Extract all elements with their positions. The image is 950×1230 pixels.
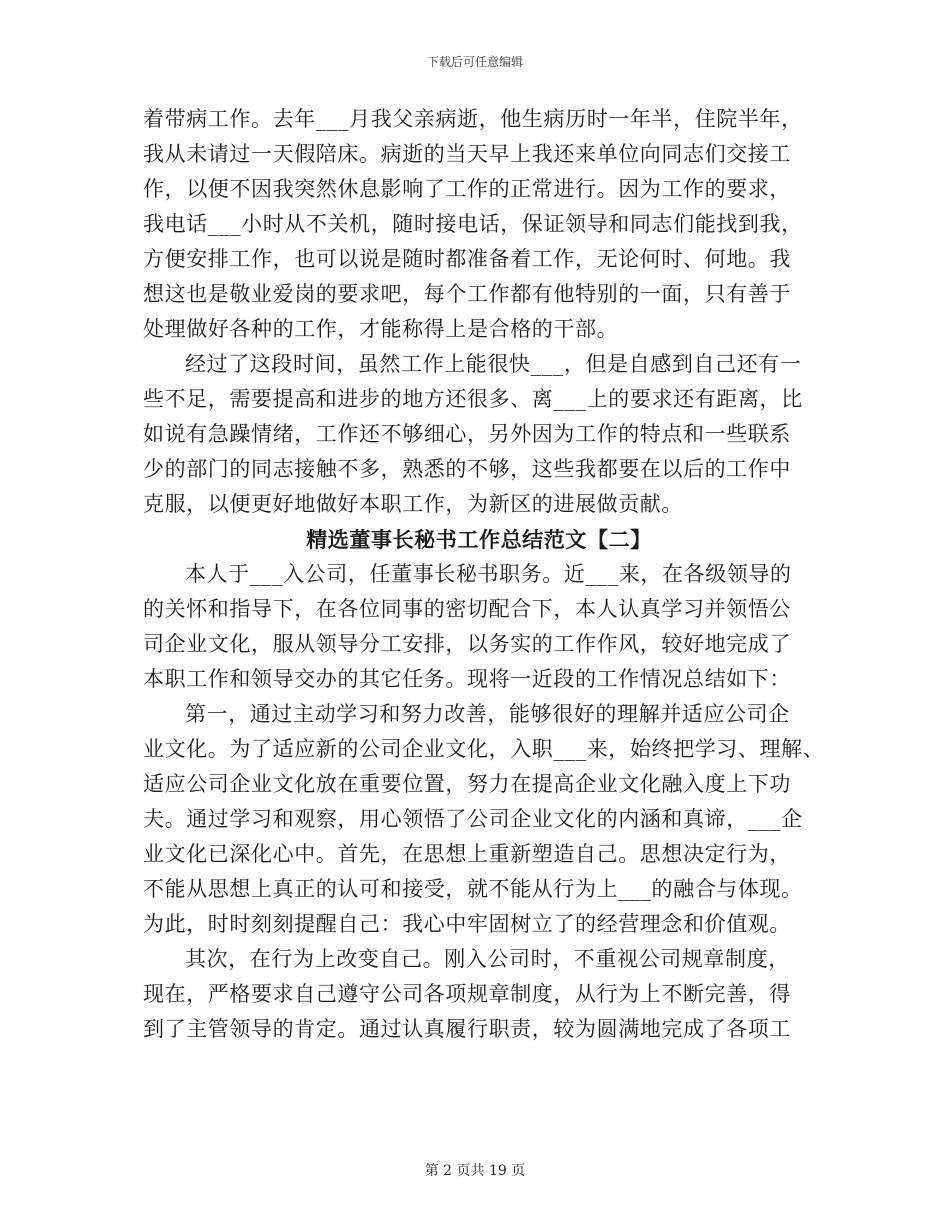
paragraph-start-line: 其次，在行为上改变自己。刚入公司时，不重视公司规章制度，: [185, 947, 790, 971]
body-line: 克服，以便更好地做好本职工作，为新区的进展做贡献。: [143, 492, 683, 516]
body-line: 司企业文化，服从领导分工安排，以务实的工作作风，较好地完成了: [143, 632, 791, 656]
page-header: 下载后可任意编辑: [426, 55, 523, 69]
body-line: 业文化已深化心中。首先，在思想上重新塑造自己。思想决定行为，: [143, 842, 791, 866]
body-line: 作，以便不因我突然休息影响了工作的正常进行。因为工作的要求，: [143, 177, 791, 201]
paragraph-start-line: 第一，通过主动学习和努力改善，能够很好的理解并适应公司企: [185, 702, 790, 726]
body-line: 的关怀和指导下，在各位同事的密切配合下，本人认真学习并领悟公: [143, 597, 791, 621]
body-line: 我从未请过一天假陪床。病逝的当天早上我还来单位向同志们交接工: [143, 142, 791, 166]
body-line: 如说有急躁情绪，工作还不够细心，另外因为工作的特点和一些联系: [143, 422, 791, 446]
body-line: 为此，时时刻刻提醒自己：我心中牢固树立了的经营理念和价值观。: [143, 912, 791, 936]
body-line: 我电话___小时从不关机，随时接电话，保证领导和同志们能找到我，: [143, 212, 803, 236]
body-line: 不能从思想上真正的认可和接受，就不能从行为上___的融合与体现。: [143, 877, 803, 901]
body-line: 到了主管领导的肯定。通过认真履行职责，较为圆满地完成了各项工: [143, 1017, 791, 1041]
paragraph-start-line: 本人于___入公司，任董事长秘书职务。近___来，在各级领导的: [185, 562, 792, 586]
body-line: 业文化。为了适应新的公司企业文化，入职___来，始终把学习、理解、: [143, 737, 825, 761]
document-body: [143, 102, 825, 1047]
body-line: 方便安排工作，也可以说是随时都准备着工作，无论何时、何地。我: [143, 247, 791, 271]
body-line: 适应公司企业文化放在重要位置，努力在提高企业文化融入度上下功: [143, 772, 791, 796]
body-line: 些不足，需要提高和进步的地方还很多、离___上的要求还有距离，比: [143, 387, 803, 411]
body-line: 处理做好各种的工作，才能称得上是合格的干部。: [143, 317, 619, 341]
body-line: 本职工作和领导交办的其它任务。现将一近段的工作情况总结如下：: [143, 667, 791, 691]
body-line: 夫。通过学习和观察，用心领悟了公司企业文化的内涵和真谛，___企: [143, 807, 803, 831]
body-line: 想这也是敬业爱岗的要求吧，每个工作都有他特别的一面，只有善于: [143, 282, 791, 306]
body-line: 少的部门的同志接触不多，熟悉的不够，这些我都要在以后的工作中: [143, 457, 791, 481]
page-number-footer: 第 2 页共 19 页: [424, 1163, 526, 1179]
body-line: 现在，严格要求自己遵守公司各项规章制度，从行为上不断完善，得: [143, 982, 791, 1006]
paragraph-start-line: 经过了这段时间，虽然工作上能很快___，但是自感到自己还有一: [185, 352, 802, 376]
section-heading: 精选董事长秘书工作总结范文【二】: [306, 527, 652, 552]
body-line: 着带病工作。去年___月我父亲病逝，他生病历时一年半，住院半年，: [143, 107, 803, 131]
